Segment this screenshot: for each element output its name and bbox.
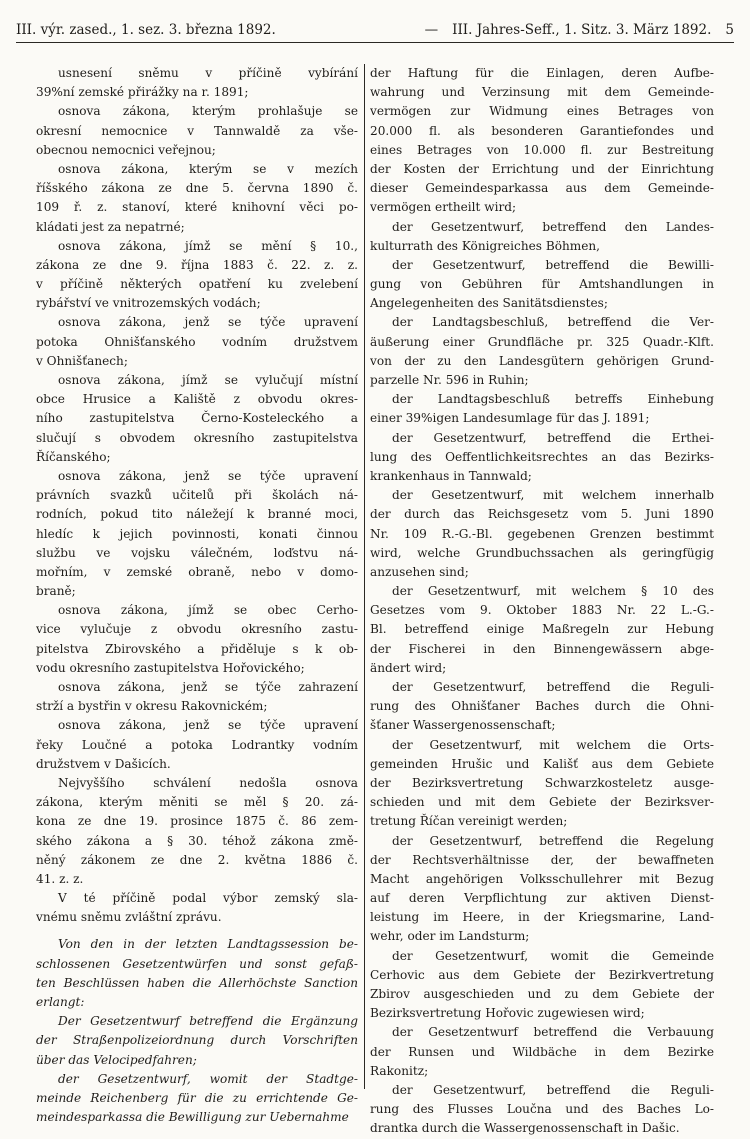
- right-column-line: rung des Ohnišťaner Baches durch die Ohni-: [370, 699, 714, 714]
- right-column-line: der Gesetzentwurf, womit die Gemeinde: [392, 948, 714, 963]
- left-column-line: kona ze dne 19. prosince 1875 č. 86 zem-: [36, 814, 358, 829]
- right-column-line: der Gesetzentwurf, betreffend die Erthei-: [392, 430, 714, 445]
- left-column-line: 39%ní zemské přirážky na r. 1891;: [36, 85, 249, 100]
- left-column-line: osnova zákona, jímž se obec Cerho-: [58, 603, 358, 618]
- right-column-line: auf deren Verpflichtung zur aktiven Dienst-: [370, 891, 714, 906]
- left-column-line: usnesení sněmu v příčině vybírání: [58, 66, 358, 80]
- left-column-line: osnova zákona, jenž se týče upravení: [58, 718, 358, 733]
- right-column-line: der Gesetzentwurf, betreffend die Reguli-: [392, 1082, 714, 1097]
- left-column-line: říšského zákona ze dne 5. června 1890 č.: [36, 181, 358, 196]
- right-column-line: tretung Říčan vereinigt werden;: [370, 814, 568, 829]
- right-column-line: Angelegenheiten des Sanitätsdienstes;: [370, 296, 608, 311]
- left-column-line: Říčanského;: [36, 449, 111, 464]
- right-column-line: wahrung und Verzinsung mit dem Gemeinde-: [370, 85, 714, 100]
- right-column-line: kulturrath des Königreiches Böhmen,: [370, 238, 601, 253]
- right-column-line: Gesetzes vom 9. Oktober 1883 Nr. 22 L.-G.-: [370, 603, 714, 618]
- left-column-line: vnému sněmu zvláštní zprávu.: [36, 910, 222, 925]
- right-column-line: von der zu den Landesgütern gehörigen Grund-: [370, 353, 714, 368]
- right-column-line: der Gesetzentwurf, mit welchem § 10 des: [392, 584, 714, 599]
- right-column-line: der Rechtsverhältnisse der, der bewaffneten: [370, 852, 714, 867]
- left-column-line: 41. z. z.: [36, 871, 84, 886]
- right-column-line: Bl. betreffend einige Maßregeln zur Hebung: [370, 622, 714, 637]
- right-column-line: der Fischerei in den Binnengewässern abge-: [370, 641, 714, 656]
- header-left: III. výr. zased., 1. sez. 3. března 1892.: [16, 22, 276, 38]
- right-column-line: der Gesetzentwurf, betreffend die Bewilli-: [392, 257, 714, 272]
- left-column-line: okresní nemocnice v Tannwaldě za vše-: [36, 123, 358, 138]
- left-column-line: Nejvyššího schválení nedošla osnova: [58, 775, 358, 790]
- right-column-line: ändert wird;: [370, 660, 447, 675]
- right-column-line: drantka durch die Wassergenossenschaft in Dašic.: [370, 1121, 680, 1136]
- right-column-line: Zbirov ausgeschieden und zu dem Gebiete der: [370, 987, 714, 1001]
- right-column-line: gemeinden Hrušic und Kališť aus dem Gebiete: [370, 756, 714, 771]
- right-column-line: šťaner Wassergenossenschaft;: [370, 718, 556, 733]
- right-column-line: Bezirksvertretung Hořovic zugewiesen wird;: [370, 1006, 645, 1021]
- right-column-line: 20.000 fl. als besonderen Garantiefondes und: [370, 123, 714, 138]
- left-column-line: rodních, pokud tito náležejí k branné moci,: [36, 507, 358, 522]
- right-column-line: der Kosten der Errichtung und der Einrichtung: [370, 161, 714, 176]
- left-column-line: obecnou nemocnici veřejnou;: [36, 142, 216, 157]
- right-column-line: gung von Gebühren für Amtshandlungen in: [370, 277, 714, 292]
- left-column-line: v Ohnišťanech;: [36, 353, 128, 368]
- left-column-line: potoka Ohnišťanského vodním družstvem: [36, 334, 358, 349]
- left-column-line: der Gesetzentwurf, womit der Stadtge-: [58, 1071, 358, 1086]
- right-column-line: vermögen zur Widmung eines Betrages von: [370, 104, 714, 119]
- left-column-line: ského zákona a § 30. téhož zákona změ-: [36, 833, 358, 848]
- left-column-line: strží a bystřin v okresu Rakovnickém;: [36, 699, 268, 714]
- right-column-line: der Gesetzentwurf, mit welchem die Orts-: [392, 737, 714, 752]
- header-right: III. Jahres-Seff., 1. Sitz. 3. März 1892.: [452, 22, 712, 38]
- right-column-line: wehr, oder im Landsturm;: [370, 929, 530, 944]
- left-column-line: osnova zákona, kterým se v mezích: [58, 161, 358, 176]
- left-column-line: v příčině některých opatření ku zvelebení: [36, 277, 358, 292]
- left-column-line: meinde Reichenberg für die zu errichtende Ge-: [36, 1090, 358, 1105]
- right-column-line: vermögen ertheilt wird;: [370, 200, 517, 215]
- left-column-line: právních svazků učitelů při školách ná-: [36, 488, 358, 503]
- left-column-line: kládati jest za nepatrné;: [36, 219, 185, 234]
- left-column-line: meindesparkassa die Bewilligung zur Uebernahme: [36, 1110, 349, 1125]
- right-column-line: lung des Oeffentlichkeitsrechtes an das Bezirks-: [370, 449, 714, 464]
- left-column-line: něný zákonem ze dne 2. května 1886 č.: [36, 852, 358, 867]
- right-column-line: anzusehen sind;: [370, 564, 469, 579]
- left-column-line: družstvem v Dašicích.: [36, 756, 171, 771]
- left-column-line: osnova zákona, jímž se mění § 10.,: [58, 238, 358, 253]
- left-column-line: vice vylučuje z obvodu okresního zastu-: [36, 622, 358, 637]
- right-column-line: wird, welche Grundbuchssachen als geringfügig: [370, 545, 714, 560]
- right-column-line: leistung im Heere, in der Kriegsmarine, Land-: [370, 910, 714, 925]
- left-column-line: osnova zákona, jímž se vylučují místní: [58, 373, 358, 387]
- left-column-line: V té příčině podal výbor zemský sla-: [58, 891, 358, 906]
- right-column-line: der Bezirksvertretung Schwarzkosteletz ausge-: [370, 775, 714, 790]
- right-column-line: der durch das Reichsgesetz vom 5. Juni 1890: [370, 507, 714, 522]
- right-column-line: eines Betrages von 10.000 fl. zur Bestreitung: [370, 142, 714, 157]
- left-column-line: osnova zákona, kterým prohlašuje se: [58, 104, 358, 119]
- header-right-group: [425, 22, 734, 38]
- left-column-line: Von den in der letzten Landtagssession be-: [58, 937, 358, 952]
- left-column-line: slučují s obvodem okresního zastupitelstva: [36, 430, 358, 445]
- right-column: [370, 64, 714, 1139]
- right-column-line: Nr. 109 R.-G.-Bl. gegebenen Grenzen bestimmt: [370, 526, 714, 541]
- left-column-line: zákona ze dne 9. října 1883 č. 22. z. z.: [36, 257, 358, 272]
- left-column-line: mořním, v zemské obraně, nebo v domo-: [36, 564, 358, 579]
- left-column-line: erlangt:: [36, 995, 85, 1009]
- left-column-line: osnova zákona, jenž se týče upravení: [58, 315, 358, 330]
- left-column-line: Der Gesetzentwurf betreffend die Ergänzung: [58, 1014, 358, 1029]
- right-column-line: parzelle Nr. 596 in Ruhin;: [370, 373, 529, 387]
- left-column-line: schlossenen Gesetzentwürfen und sonst gefaß-: [36, 956, 358, 971]
- right-column-line: der Landtagsbeschluß betreffs Einhebung: [392, 392, 714, 407]
- left-column-line: osnova zákona, jenž se týče zahrazení: [58, 680, 358, 694]
- left-column-line: der Straßenpolizeiordnung durch Vorschriften: [36, 1033, 358, 1048]
- right-column-line: der Gesetzentwurf betreffend die Verbauung: [392, 1025, 714, 1040]
- right-column-line: Rakonitz;: [370, 1063, 429, 1078]
- right-column-line: rung des Flusses Loučna und des Baches Lo-: [370, 1102, 714, 1117]
- right-column-line: der Gesetzentwurf, betreffend den Landes-: [392, 219, 714, 234]
- left-column-line: 109 ř. z. stanoví, které knihovní věci po-: [36, 200, 358, 215]
- right-column-line: krankenhaus in Tannwald;: [370, 468, 532, 483]
- left-column-line: braně;: [36, 584, 76, 599]
- left-column-line: řeky Loučné a potoka Lodrantky vodním: [36, 737, 358, 752]
- header-dash: —: [424, 22, 439, 38]
- left-column-line: obce Hrusice a Kaliště z obvodu okres-: [36, 392, 358, 407]
- left-column-line: vodu okresního zastupitelstva Hořovického;: [36, 660, 305, 675]
- left-column-line: ního zastupitelstva Černo-Kosteleckého a: [36, 411, 358, 426]
- right-column-line: Cerhovic aus dem Gebiete der Bezirkvertretung: [370, 967, 714, 982]
- right-column-line: Macht angehörigen Volksschullehrer mit Bezug: [370, 871, 714, 886]
- right-column-line: der Landtagsbeschluß, betreffend die Ver-: [392, 315, 714, 330]
- page-number: 5: [725, 22, 734, 38]
- right-column-line: der Haftung für die Einlagen, deren Aufbe-: [370, 66, 714, 80]
- right-column-line: einer 39%igen Landesumlage für das J. 1891;: [370, 411, 650, 426]
- column-divider: [364, 64, 365, 1089]
- left-column: [36, 64, 358, 1127]
- left-column-line: službu ve vojsku válečném, loďstvu ná-: [36, 545, 358, 560]
- right-column-line: dieser Gemeindesparkassa aus dem Gemeinde-: [370, 181, 714, 196]
- left-column-line: über das Velocipedfahren;: [36, 1052, 197, 1067]
- right-column-line: der Gesetzentwurf, mit welchem innerhalb: [392, 488, 714, 503]
- right-column-line: schieden und mit dem Gebiete der Bezirksver-: [370, 795, 714, 810]
- right-column-line: der Runsen und Wildbäche in dem Bezirke: [370, 1044, 714, 1059]
- left-column-line: hledíc k jejich povinnosti, konati činnou: [36, 526, 358, 541]
- right-column-line: der Gesetzentwurf, betreffend die Reguli-: [392, 680, 714, 694]
- left-column-line: zákona, kterým měniti se měl § 20. zá-: [36, 795, 358, 810]
- left-column-line: pitelstva Zbirovského a přiděluje s k ob-: [36, 641, 358, 656]
- left-column-line: osnova zákona, jenž se týče upravení: [58, 468, 358, 483]
- left-column-line: ten Beschlüssen haben die Allerhöchste Sanction: [36, 975, 358, 990]
- left-column-line: rybářství ve vnitrozemských vodách;: [36, 296, 261, 311]
- right-column-line: der Gesetzentwurf, betreffend die Regelung: [392, 833, 714, 848]
- page-header: [16, 14, 734, 43]
- right-column-line: äußerung einer Grundfläche pr. 325 Quadr.-Klft.: [370, 334, 714, 349]
